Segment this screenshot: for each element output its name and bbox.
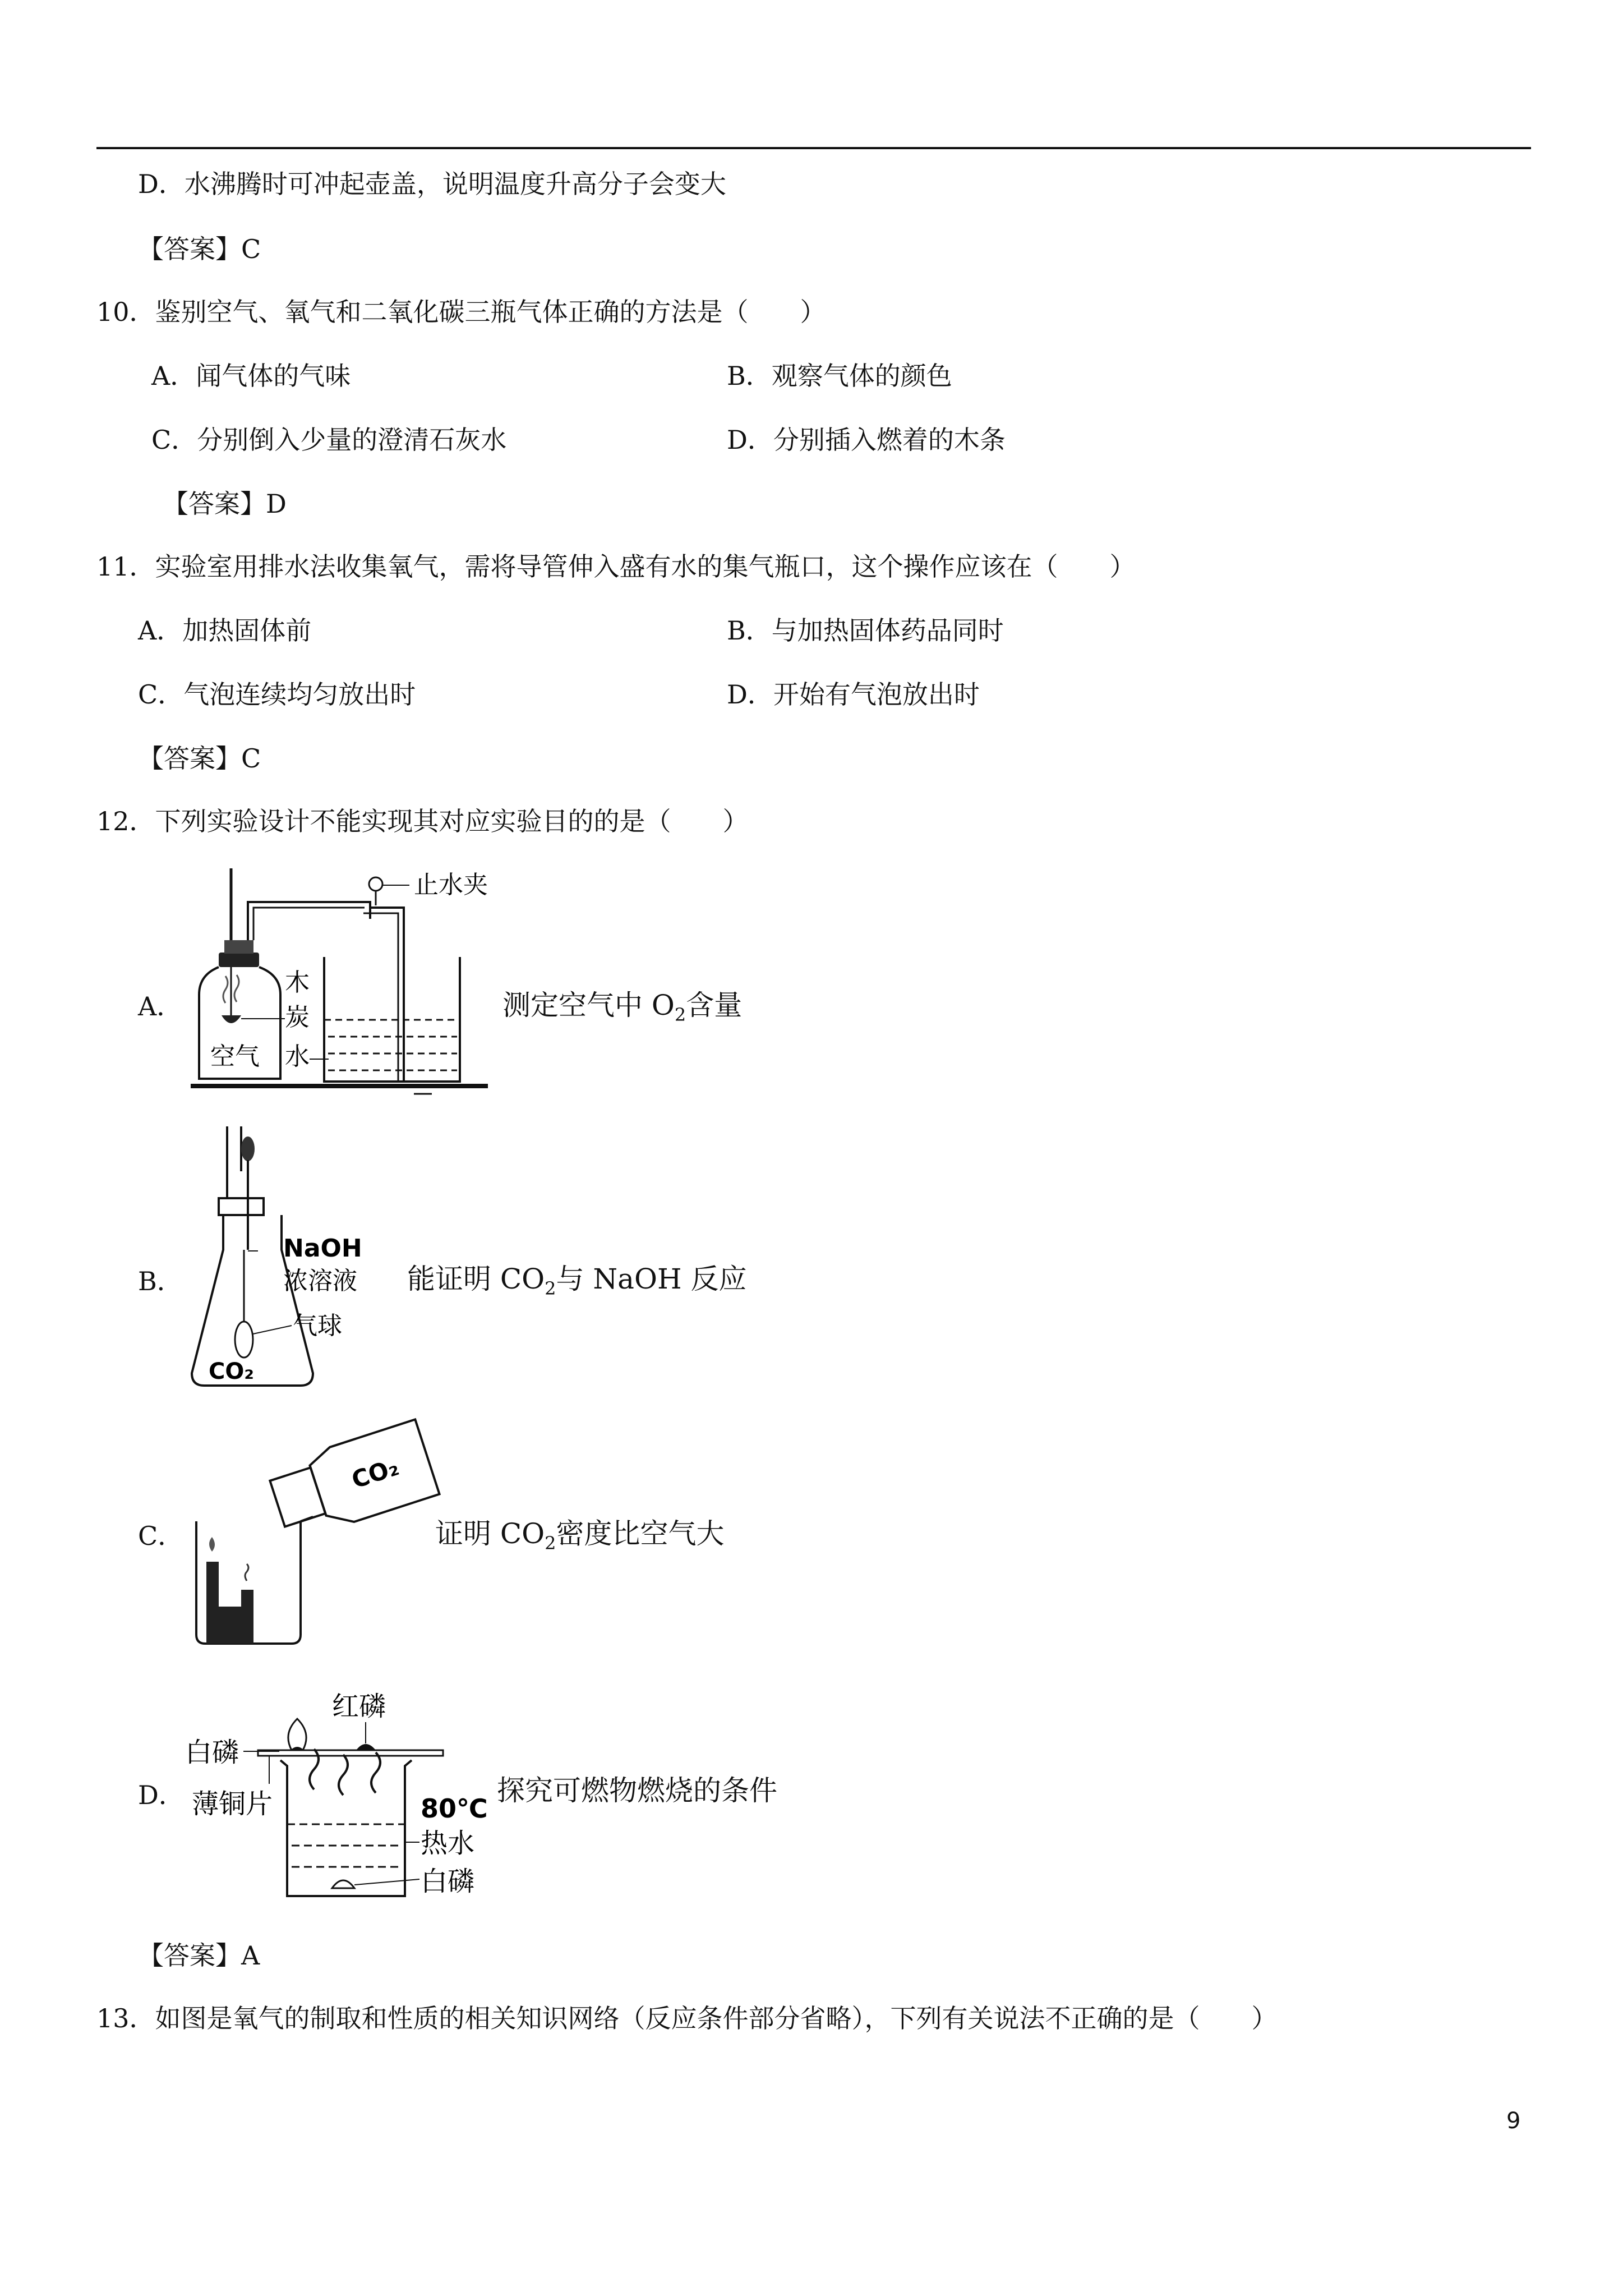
q10-option-a: A．闻气体的气味: [151, 361, 351, 391]
q12-a-charcoal-label-2: 炭: [285, 1003, 310, 1032]
q12-option-a-caption: 测定空气中 $O_2$含量: [502, 989, 743, 1025]
q10-option-c: C．分别倒入少量的澄清石灰水: [151, 425, 507, 455]
q12-b-co2-label: CO₂: [209, 1359, 254, 1384]
q12-b-solution-label: 浓溶液: [283, 1267, 357, 1295]
q10-option-d: D．分别插入燃着的木条: [727, 425, 1006, 455]
q11-option-c: C．气泡连续均匀放出时: [138, 679, 416, 710]
q12-option-a-letter: A．: [138, 991, 183, 1022]
page-number: 9: [1506, 2108, 1521, 2134]
q12-a-water-label: 水: [285, 1042, 310, 1071]
q10-stem: 10．鉴别空气、氧气和二氧化碳三瓶气体正确的方法是（ ）: [96, 297, 826, 327]
q12-d-hot-water-label: 热水: [421, 1828, 475, 1859]
q11-option-d: D．开始有气泡放出时: [727, 679, 980, 710]
q12-c-co2-label: CO₂: [348, 1453, 402, 1494]
q12-d-white-p-label: 白磷: [185, 1737, 239, 1768]
q12-d-white-p-label-2: 白磷: [421, 1866, 475, 1897]
q9-answer: 【答案】C: [138, 234, 261, 264]
q12-option-b-letter: B．: [138, 1266, 183, 1296]
q12-b-naoh-label: NaOH: [283, 1234, 362, 1263]
q10-option-b: B．观察气体的颜色: [727, 361, 952, 391]
q12-option-c-diagram: [185, 1421, 443, 1651]
q11-option-a: A．加热固体前: [138, 615, 312, 646]
q12-d-copper-label: 薄铜片: [192, 1788, 273, 1820]
q12-d-red-p-label: 红磷: [332, 1691, 386, 1722]
q12-option-d-letter: D．: [138, 1780, 185, 1810]
q12-option-c-caption: 证明 $CO_2$密度比空气大: [435, 1517, 725, 1554]
q12-b-balloon-label: 气球: [293, 1312, 342, 1340]
q12-option-d-caption: 探究可燃物燃烧的条件: [497, 1774, 777, 1807]
q12-d-temp-label: 80℃: [421, 1793, 488, 1824]
q12-option-d-diagram: [185, 1683, 499, 1913]
q12-option-c-letter: C．: [138, 1521, 184, 1551]
q12-option-b-caption: 能证明 $CO_2$与 NaOH 反应: [407, 1263, 747, 1299]
q11-option-b: B．与加热固体药品同时: [727, 615, 1004, 646]
header-rule: [96, 147, 1531, 149]
q12-option-b-diagram: [185, 1126, 387, 1396]
q9-option-d: D．水沸腾时可冲起壶盖，说明温度升高分子会变大: [138, 169, 726, 199]
q12-answer: 【答案】A: [138, 1940, 260, 1971]
q12-a-charcoal-label-1: 木: [285, 968, 310, 997]
q13-stem: 13．如图是氧气的制取和性质的相关知识网络（反应条件部分省略），下列有关说法不正确的是（ ）: [96, 2003, 1278, 2033]
q12-a-clamp-label: 止水夹: [414, 871, 488, 899]
q11-stem: 11．实验室用排水法收集氧气，需将导管伸入盛有水的集气瓶口，这个操作应该在（ ）: [96, 551, 1136, 582]
q11-answer: 【答案】C: [138, 743, 261, 774]
q12-option-a-diagram: [185, 868, 510, 1104]
q12-a-air-label: 空气: [210, 1042, 260, 1071]
q10-answer: 【答案】D: [163, 489, 287, 519]
q12-stem: 12．下列实验设计不能实现其对应实验目的的是（ ）: [96, 806, 749, 836]
